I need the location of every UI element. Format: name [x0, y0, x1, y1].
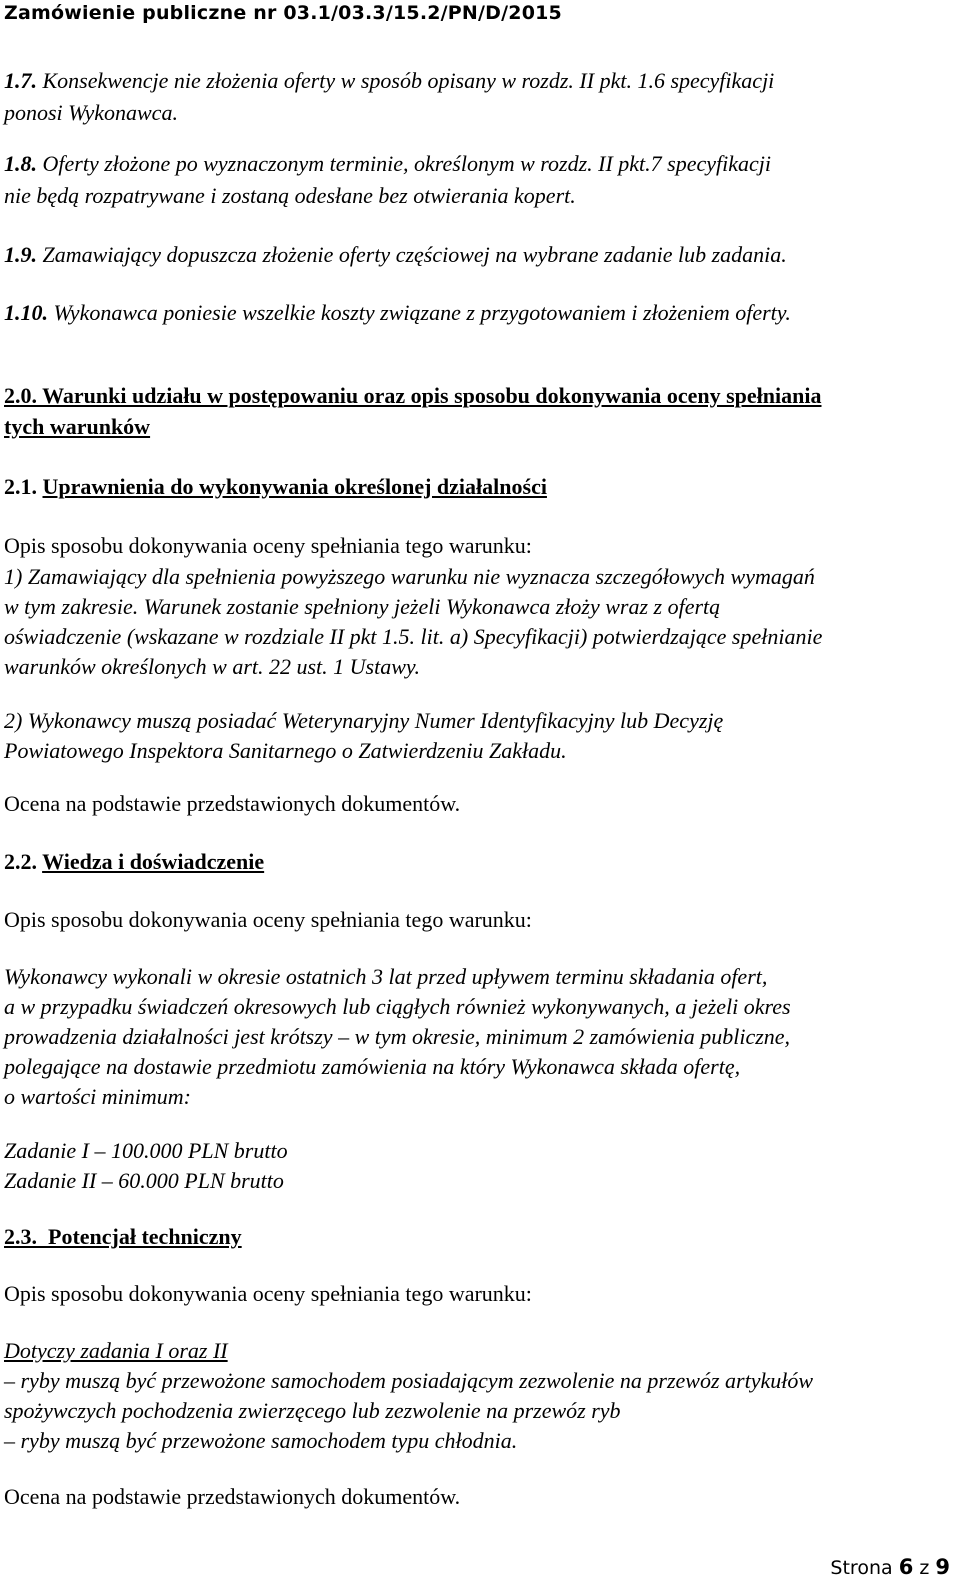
- section-2-2-line-4: polegające na dostawie przedmiotu zamówienia na który Wykonawca składa ofertę,: [4, 1054, 741, 1079]
- section-2-3-line-3: – ryby muszą być przewożone samochodem typu chłodnia.: [4, 1428, 518, 1453]
- section-number: 1.7.: [4, 68, 37, 93]
- section-2-3-dotyczy: Dotyczy zadania I oraz II: [4, 1338, 228, 1363]
- section-text: Wykonawca poniesie wszelkie koszty związane z przygotowaniem i złożeniem oferty.: [48, 300, 791, 325]
- section-2-1-p1-line-3: oświadczenie (wskazane w rozdziale II pkt 1.5. lit. a) Specyfikacji) potwierdzające spełnianie: [4, 624, 823, 649]
- section-2-2-opis: Opis sposobu dokonywania oceny spełniania tego warunku:: [4, 907, 532, 932]
- section-2-1-heading: [4, 472, 547, 502]
- section-number: 1.9.: [4, 242, 37, 267]
- footer-separator: z: [913, 1557, 936, 1579]
- section-2-2-line-3: prowadzenia działalności jest krótszy – w tym okresie, minimum 2 zamówienia publiczne,: [4, 1024, 791, 1049]
- section-title: Warunki udziału w postępowaniu oraz opis sposobu dokonywania oceny spełniania: [37, 383, 822, 408]
- section-1-7-line-1: [4, 66, 774, 96]
- footer-page-number: 6: [898, 1555, 914, 1579]
- section-2-2-line-5: o wartości minimum:: [4, 1084, 191, 1109]
- section-title: Potencjał techniczny: [48, 1224, 242, 1249]
- section-2-0-heading-line-2: tych warunków: [4, 414, 151, 439]
- footer-page-total: 9: [935, 1555, 950, 1579]
- section-2-3-opis: Opis sposobu dokonywania oceny spełniania tego warunku:: [4, 1281, 532, 1306]
- section-number: 2.2.: [4, 849, 37, 874]
- section-2-2-zadanie-1: Zadanie I – 100.000 PLN brutto: [4, 1138, 288, 1163]
- section-title: Wiedza i doświadczenie: [42, 849, 265, 874]
- section-2-2-line-2: a w przypadku świadczeń okresowych lub ciągłych również wykonywanych, a jeżeli okres: [4, 994, 791, 1019]
- page-footer: [830, 1555, 950, 1579]
- section-2-1-opis: Opis sposobu dokonywania oceny spełniania tego warunku:: [4, 533, 532, 558]
- section-2-1-p1-line-2: w tym zakresie. Warunek zostanie spełniony jeżeli Wykonawca złoży wraz z ofertą: [4, 594, 721, 619]
- section-text: Zamawiający dopuszcza złożenie oferty częściowej na wybrane zadanie lub zadania.: [37, 242, 787, 267]
- section-2-1-ocena: Ocena na podstawie przedstawionych dokumentów.: [4, 791, 461, 816]
- section-1-7-line-2: ponosi Wykonawca.: [4, 100, 178, 125]
- section-2-1-p2-line-1: 2) Wykonawcy muszą posiadać Weterynaryjny Numer Identyfikacyjny lub Decyzję: [4, 708, 724, 733]
- section-1-10: [4, 298, 791, 328]
- section-1-9: [4, 240, 787, 270]
- section-title: Uprawnienia do wykonywania określonej działalności: [42, 474, 547, 499]
- section-2-1-p1-line-1: 1) Zamawiający dla spełnienia powyższego warunku nie wyznacza szczegółowych wymagań: [4, 564, 815, 589]
- section-number: 1.8.: [4, 151, 37, 176]
- section-2-2-heading: [4, 847, 264, 877]
- section-text: Oferty złożone po wyznaczonym terminie, określonym w rozdz. II pkt.7 specyfikacji: [37, 151, 772, 176]
- section-text: Konsekwencje nie złożenia oferty w sposób opisany w rozdz. II pkt. 1.6 specyfikacji: [37, 68, 775, 93]
- section-2-3-heading: [4, 1222, 242, 1252]
- footer-label: Strona: [830, 1557, 899, 1579]
- section-2-1-p1-line-4: warunków określonych w art. 22 ust. 1 Ustawy.: [4, 654, 420, 679]
- section-2-0-heading-line-1: [4, 381, 822, 411]
- section-2-1-p2-line-2: Powiatowego Inspektora Sanitarnego o Zatwierdzeniu Zakładu.: [4, 738, 567, 763]
- section-2-2-line-1: Wykonawcy wykonali w okresie ostatnich 3 lat przed upływem terminu składania ofert,: [4, 964, 768, 989]
- section-number: 1.10.: [4, 300, 48, 325]
- section-1-8-line-1: [4, 149, 771, 179]
- section-2-3-line-1: – ryby muszą być przewożone samochodem posiadającym zezwolenie na przewóz artykułów: [4, 1368, 814, 1393]
- section-2-2-zadanie-2: Zadanie II – 60.000 PLN brutto: [4, 1168, 284, 1193]
- section-number: 2.3.: [4, 1224, 37, 1249]
- section-1-8-line-2: nie będą rozpatrywane i zostaną odesłane bez otwierania kopert.: [4, 183, 576, 208]
- section-2-3-ocena: Ocena na podstawie przedstawionych dokumentów.: [4, 1484, 461, 1509]
- section-number: 2.1.: [4, 474, 37, 499]
- section-number: 2.0.: [4, 383, 37, 408]
- page-header-title: Zamówienie publiczne nr 03.1/03.3/15.2/PN/D/2015: [4, 2, 562, 24]
- section-2-3-line-2: spożywczych pochodzenia zwierzęcego lub zezwolenie na przewóz ryb: [4, 1398, 621, 1423]
